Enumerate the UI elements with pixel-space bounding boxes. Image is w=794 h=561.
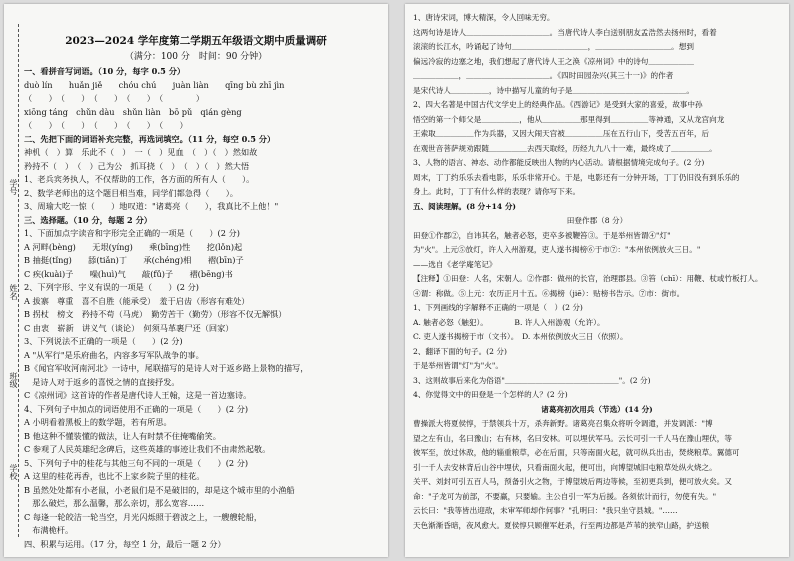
right-page xyxy=(405,4,789,557)
right-line: 2、四大名著是中国古代文学史上的经典作品。《西游记》是受到大家的喜爱，故事中孙 xyxy=(413,100,703,109)
left-line: 三、选择题。（10 分，每题 2 分） xyxy=(24,214,152,225)
side-label-class: 班级 xyxy=(9,372,18,388)
left-line: （ ） （ ） （ ） （ ） （ ） xyxy=(24,120,188,130)
left-line: B 抽挺(tǐng) 舔(tiǎn)丁 承(chéng)相 褶(bīn)子 xyxy=(24,255,244,265)
left-line: B 拐杖 榜文 矜持不苟（马虎） 勤劳苦干（勤劳）（形容不仅无解惧） xyxy=(24,309,287,319)
right-line: ＿＿＿＿＿＿，＿＿＿＿＿＿＿＿＿＿＿。《四时田园杂兴(其三十一)》的作者 xyxy=(413,71,674,80)
side-label-student-id: 学号 xyxy=(9,179,18,195)
right-line: 田登①作郡②，自讳其名，触者必怒，吏卒多被鞭笞③。于是举州皆谓④"灯" xyxy=(413,230,671,240)
left-line: xiōng táng chǔn dàu shǔn liàn bō pǔ qián gèng xyxy=(24,106,242,117)
right-line: 彼军至，放过休敌，他的辎重粮草，必在后面，只等南面火起，就可纵兵出击，焚烧粮草。翼德可 xyxy=(413,448,740,457)
right-line: ——选自《老学庵笔记》 xyxy=(413,259,497,269)
right-line: 曹操派大将夏侯惇，于禁领兵十万，杀奔新野。诸葛亮召集众将听令调遣，并发调派："博 xyxy=(413,419,713,428)
left-line: C 每逢一轮皎洁一轮当空，月光闪烁照于碧波之上，一艘艘轮船， xyxy=(24,511,263,522)
left-line: A 拔寨 尊重 喜不自胜（能承受） 羞于启齿（形容有难处） xyxy=(24,295,250,306)
left-line: A 小明看着黑板上的数学题，若有所思。 xyxy=(24,417,172,427)
right-line: 五、阅读理解。(8 分+14 分) xyxy=(413,201,517,211)
left-line: 3、周瑜大吃一惊（ ）地叹道："诸葛亮（ ），我真比不上他！" xyxy=(24,201,279,211)
exam-subtitle: （满分：100 分 时间：90 分钟） xyxy=(124,52,268,62)
right-line: 2、翻译下面的句子。(2 分) xyxy=(413,346,507,356)
left-line: 2、数学老师出的这个题目相当难，同学们都急得（ ）。 xyxy=(24,187,238,198)
binding-line xyxy=(18,24,19,537)
left-line: 一、看拼音写词语。（10 分，每字 0.5 分） xyxy=(24,66,186,76)
left-line: B《闻官军收河南河北》一诗中，尾联描写的是诗人对于返乡路上景物的描写， xyxy=(24,363,309,373)
left-line: 是诗人对于返乡的喜悦之情的直接抒发。 xyxy=(24,376,180,387)
right-line: 望之左有山，名曰豫山；右有林，名曰安林。可以埋伏军马。云长可引一千人马在豫山埋伏，等 xyxy=(413,433,732,443)
right-line: 田登作郡（8 分） xyxy=(566,216,628,225)
right-line: 云长曰："我等皆出迎敌，未审军师却作何事？"孔明曰："我只坐守县城。"…… xyxy=(413,506,678,515)
right-line: 1、下列画线的字解释不正确的一项是（ ）(2 分) xyxy=(413,303,583,312)
right-line: 关平、刘封可引五百人马，预备引火之物，于博望坡后两边等候，至初更兵到，便可放火矣。又 xyxy=(413,477,732,486)
right-line: ④谓：称做。⑤上元：农历正月十五。⑥揭榜（jiē）：贴榜书告示。⑦市：街市。 xyxy=(413,288,685,298)
right-line: 1、唐诗宋词，博大精深，令人回味无穷。 xyxy=(413,13,555,22)
left-line: B 虽然处处都有小老鼠，小老鼠们是不是破旧的，却是这个城市里的小渔船 xyxy=(24,484,295,495)
right-line: 周末，丁丁约乐乐去看电影，乐乐非常开心。于是，电影还有一分钟开场，丁丁仍旧没有到乐乐的 xyxy=(413,172,740,182)
right-line: 偏远冷寂的边塞之地，我们想起了唐代诗人王之涣《凉州词》中的诗句＿＿＿＿＿＿ xyxy=(413,56,694,66)
left-line: 4、下列句子中加点的词语使用不正确的一项是（ ）(2 分) xyxy=(24,403,249,414)
right-line: 王索取＿＿＿＿＿作为兵器，又因大闹天宫被＿＿＿＿＿压在五行山下，受苦五百年，后 xyxy=(413,129,710,138)
right-line: 命："子龙可为前部，不要赢，只要输。主公自引一军为后援。各须依计而行，勿使有失。" xyxy=(413,491,717,501)
left-page xyxy=(4,4,388,557)
left-line: A "从军行"是乐府曲名，内容多写军队战争的事。 xyxy=(24,349,204,360)
left-line: C 疾(kuài)子 噪(huì)气 敲(fǔ)子 褶(bēng)书 xyxy=(24,268,233,279)
right-line: A. 触者必怒（触犯）。 B. 许人入州游观（允许）。 xyxy=(413,317,605,327)
left-line: 神机（ ）算 乐此不（ ） 一（ ）见血 （ ）（ ）然如故 xyxy=(24,147,258,157)
left-line: 2、下列字形、字义有误的一项是（ ）(2 分) xyxy=(24,282,199,292)
right-line: 于是举州皆谓"灯"为"火"。 xyxy=(413,361,503,370)
left-line: 3、下列说法不正确的一项是（ ）(2 分) xyxy=(24,336,183,346)
right-line: 4、你觉得文中的田登是一个怎样的人？(2 分) xyxy=(413,390,568,399)
exam-title: 2023—2024 学年度第二学期五年级语文期中质量调研 xyxy=(65,35,327,47)
left-line: 那么破烂，那么温馨，那么亲切，那么宽容…… xyxy=(24,498,205,508)
left-line: 5、下列句子中的桂花与其他三句不同的一项是（ ）(2 分) xyxy=(24,457,249,468)
side-label-school: 学校 xyxy=(9,464,18,480)
right-line: 悟空的第一个师父是＿＿＿＿＿，他从＿＿＿＿＿那里得到＿＿＿＿＿等神通，又从龙宫向龙 xyxy=(413,114,725,124)
right-line: 为"火"。上元⑤放灯，许人入州游观，吏人遂书揭榜⑥于市⑦："本州依例放火三日。" xyxy=(413,245,701,254)
right-line: 身上。此时，丁丁有什么样的表现？请你写下来。 xyxy=(413,187,581,196)
left-line: A 河畔(bèng) 无垠(yíng) 乘(bīng)性 挖(lǒn)起 xyxy=(24,241,243,252)
right-line: 3、人物的语言、神态、动作都能反映出人物的内心活动。请根据情境完成句子。(2 分) xyxy=(413,158,705,167)
right-line: 滚滚的长江水，吟诵起了诗句＿＿＿＿＿＿＿＿＿＿，＿＿＿＿＿＿＿＿＿＿。想到 xyxy=(413,42,694,51)
left-line: duò lín huǎn jiě chóu chú juàn liàn qīng bù zhī jìn xyxy=(24,79,285,90)
right-line: 引一千人去安林背后山谷中埋伏，只看南面火起，便可出，向博望城旧屯粮草处纵火烧之。 xyxy=(413,462,717,472)
side-label-name: 姓名 xyxy=(9,284,18,300)
right-line: 诸葛亮初次用兵（节选）(14 分) xyxy=(541,404,653,414)
left-line: A 这里的桂花再香，也比不上家乡院子里的桂花。 xyxy=(24,471,205,481)
left-line: C《凉州词》这首诗的作者是唐代诗人王翰，这是一首边塞诗。 xyxy=(24,390,252,400)
right-line: 这两句诗是诗人＿＿＿＿＿＿＿＿＿＿＿。当唐代诗人李白送别朋友孟浩然去扬州时，看着 xyxy=(413,27,717,37)
left-line: 1、下面加点字读音和字形完全正确的一项是（ ）(2 分) xyxy=(24,228,240,238)
left-line: 二、先把下面的词语补充完整，再选词填空。（11 分，每空 0.5 分） xyxy=(24,133,276,144)
left-line: C 由衷 崭新 讲义气（谈论） 何须马革裹尸还（回家） xyxy=(24,322,234,333)
right-line: 天色渐渐昏暗，夜风愈大。夏侯惇只顾催军赶杀，行至两边都是芦苇的狭窄山路，护送粮 xyxy=(413,520,710,530)
left-line: C 参观了人民英雄纪念碑后，这些英雄的事迹让我们不由肃然起敬。 xyxy=(24,444,271,454)
right-line: 是宋代诗人＿＿＿＿＿，诗中描写儿童的句子是＿＿＿＿＿＿＿＿＿＿＿＿＿＿＿。 xyxy=(413,85,694,95)
left-line: 矜持不（ ） （ ）己为公 抓耳挠（ ） （ ）（ ）然大悟 xyxy=(24,160,250,171)
right-line: C. 吏人遂书揭榜于市（文书）。 D. 本州依例放火三日（依照）。 xyxy=(413,332,628,341)
right-line: 在观世音菩萨规劝跟随＿＿＿＿＿去西天取经，历经九九八十一难，最终成了＿＿＿＿＿。 xyxy=(413,143,717,153)
left-line: （ ） （ ） （ ） （ ） （ ） xyxy=(24,93,205,103)
right-line: 3、这则故事后来化为俗语"＿＿＿＿＿＿＿＿＿＿＿＿＿＿＿"。(2 分) xyxy=(413,375,651,385)
right-line: 【注释】①田登：人名，宋朝人。②作郡：做州的长官，治理郡县。③笞（chī）：用鞭、杖或竹板打人。 xyxy=(413,274,763,283)
left-line: 四、积累与运用。（17 分，每空 1 分，最后一题 2 分） xyxy=(24,538,226,549)
left-line: B 他这种不懂装懂的做法，让人有时禁不住掩嘴偷笑。 xyxy=(24,430,221,441)
left-line: 布满桅杆。 xyxy=(24,525,74,535)
left-line: 1、老兵宾务执人，不仅帮助的工作，各方面的所有人（ ）。 xyxy=(24,174,255,184)
